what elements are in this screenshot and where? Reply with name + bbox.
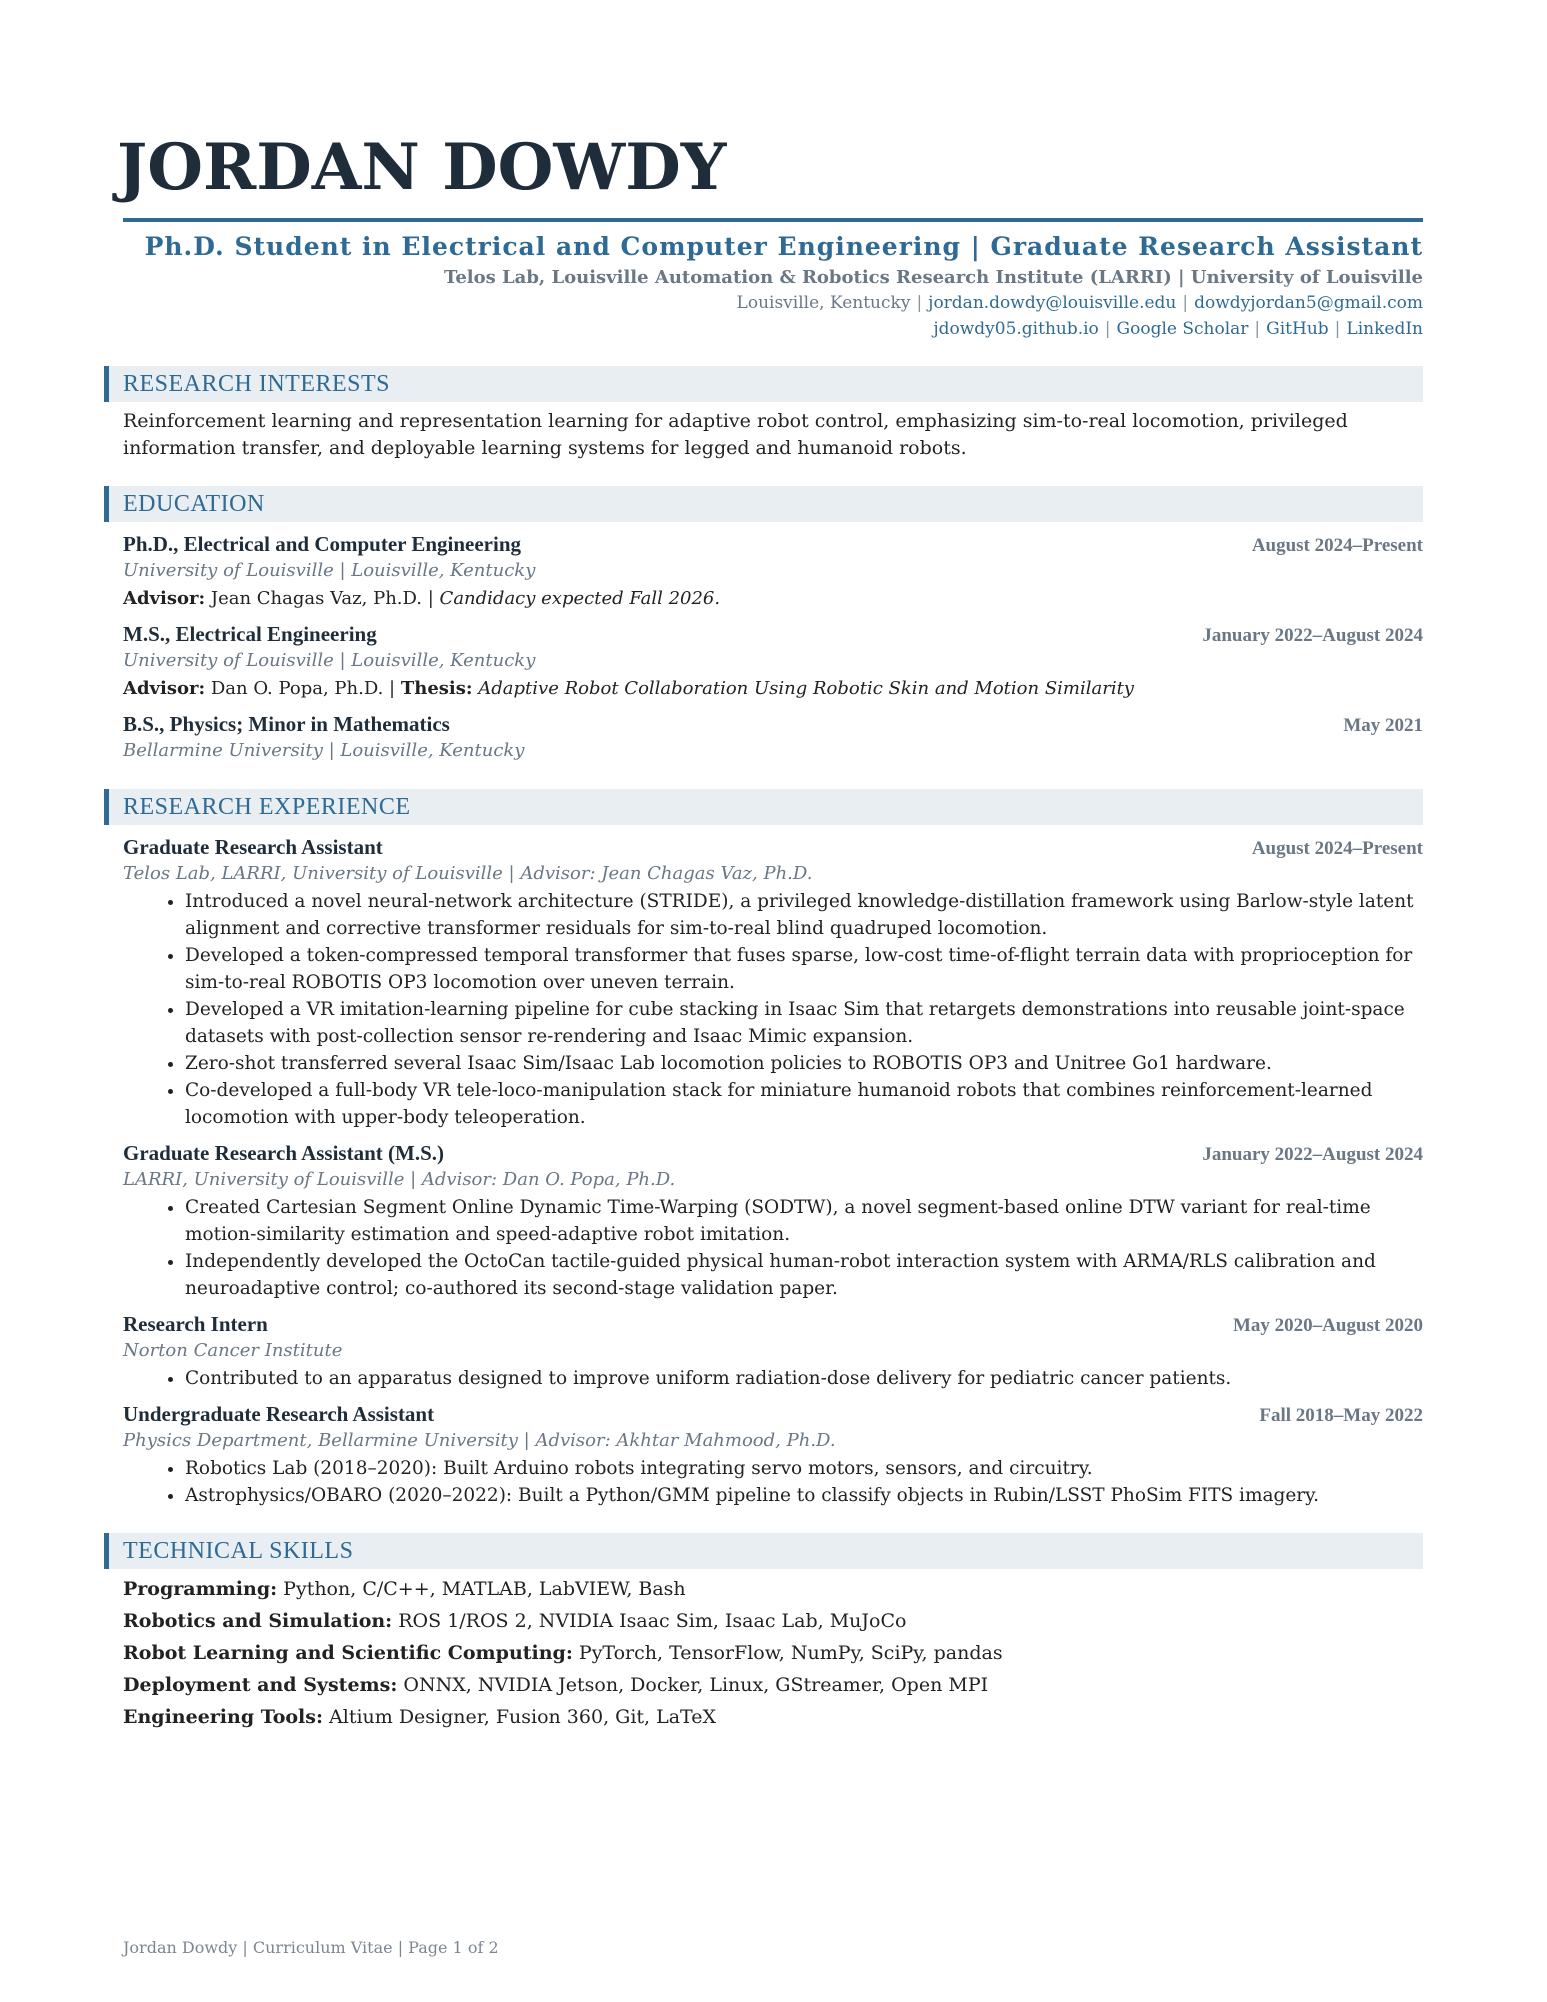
section-title: RESEARCH INTERESTS	[123, 371, 391, 397]
school-line: Bellarmine University | Louisville, Kentucky	[123, 740, 525, 761]
section-title: TECHNICAL SKILLS	[123, 1538, 354, 1564]
advisor-name: Dan O. Popa, Ph.D. |	[210, 678, 396, 699]
section-header	[123, 366, 1423, 402]
role-title: Research Intern	[123, 1312, 268, 1336]
bullet-item: • Created Cartesian Segment Online Dynamic Time-Warping (SODTW), a novel segment-based online DTW variant for real-time motion-similarity estimation and speed-adaptive robot imitation.	[185, 1194, 1423, 1248]
date-range: January 2022–August 2024	[1202, 1144, 1423, 1165]
header-affiliation: Telos Lab, Louisville Automation & Robotics Research Institute (LARRI) | University of Louisville	[443, 267, 1423, 288]
section-header	[123, 1533, 1423, 1569]
thesis-label: Thesis:	[400, 678, 473, 699]
section-title: RESEARCH EXPERIENCE	[123, 794, 411, 820]
advisor-name: Jean Chagas Vaz, Ph.D. |	[210, 588, 434, 609]
role-title: Graduate Research Assistant	[123, 835, 383, 859]
org-line: Telos Lab, LARRI, University of Louisville | Advisor: Jean Chagas Vaz, Ph.D.	[123, 863, 813, 884]
bullet-item: • Introduced a novel neural-network architecture (STRIDE), a privileged knowledge-distillation framework using Barlow-style latent alignment and corrective transformer residuals for sim-to-real blind quadruped locomotion.	[185, 888, 1423, 942]
date-range: August 2024–Present	[1251, 838, 1423, 859]
bullet-item: • Robotics Lab (2018–2020): Built Arduino robots integrating servo motors, sensors, and circuitry.	[185, 1455, 1423, 1482]
candidate-name: JORDAN DOWDY	[117, 130, 727, 205]
experience-entry	[123, 835, 1423, 1131]
degree-title: B.S., Physics; Minor in Mathematics	[123, 712, 450, 736]
separator: |	[1182, 293, 1189, 313]
section-technical-skills	[123, 1533, 1423, 1733]
section-research-experience	[123, 789, 1423, 1509]
header-rule	[123, 218, 1423, 222]
degree-title: M.S., Electrical Engineering	[123, 622, 377, 646]
skills-list	[123, 1573, 1423, 1733]
date-range: January 2022–August 2024	[1202, 625, 1423, 646]
skill-row	[123, 1701, 1423, 1733]
skill-value: ROS 1/ROS 2, NVIDIA Isaac Sim, Isaac Lab, MuJoCo	[398, 1610, 907, 1632]
education-entry	[123, 532, 1423, 612]
skill-row	[123, 1669, 1423, 1701]
github-link[interactable]: GitHub	[1266, 319, 1329, 339]
experience-entry	[123, 1141, 1423, 1302]
bullet-item: • Co-developed a full-body VR tele-loco-manipulation stack for miniature humanoid robots that combines reinforcement-learned locomotion with upper-body teleoperation.	[185, 1077, 1423, 1131]
links-line	[123, 316, 1423, 342]
advisor-line	[123, 675, 1423, 702]
bullet-list	[123, 1365, 1423, 1392]
website-link[interactable]: jdowdy05.github.io	[933, 319, 1099, 339]
contact-line	[123, 290, 1423, 316]
skill-value: ONNX, NVIDIA Jetson, Docker, Linux, GStreamer, Open MPI	[403, 1674, 989, 1696]
skill-value: Altium Designer, Fusion 360, Git, LaTeX	[329, 1706, 717, 1728]
education-entry	[123, 712, 1423, 765]
org-line: Norton Cancer Institute	[123, 1340, 343, 1361]
role-title: Undergraduate Research Assistant	[123, 1402, 435, 1426]
school-line: University of Louisville | Louisville, Kentucky	[123, 560, 536, 581]
education-entry	[123, 622, 1423, 702]
skill-row	[123, 1573, 1423, 1605]
separator: |	[916, 293, 923, 313]
skill-row	[123, 1637, 1423, 1669]
advisor-label: Advisor:	[123, 588, 206, 609]
school-line: University of Louisville | Louisville, Kentucky	[123, 650, 536, 671]
org-line: Physics Department, Bellarmine University | Advisor: Akhtar Mahmood, Ph.D.	[123, 1430, 836, 1451]
skill-value: PyTorch, TensorFlow, NumPy, SciPy, pandas	[578, 1642, 1003, 1664]
skill-label: Robotics and Simulation:	[123, 1610, 393, 1632]
experience-entry	[123, 1402, 1423, 1509]
advisor-line	[123, 585, 1423, 612]
skill-row	[123, 1605, 1423, 1637]
bullet-list	[123, 1455, 1423, 1509]
email-link-secondary[interactable]: dowdyjordan5@gmail.com	[1194, 293, 1423, 313]
date-range: May 2020–August 2020	[1232, 1315, 1423, 1336]
date-range: August 2024–Present	[1251, 535, 1423, 556]
header-info	[123, 232, 1423, 342]
header-subtitle: Ph.D. Student in Electrical and Computer Engineering | Graduate Research Assistant	[144, 232, 1423, 261]
cv-page	[117, 120, 1423, 1733]
section-header	[123, 789, 1423, 825]
experience-entry	[123, 1312, 1423, 1392]
skill-label: Programming:	[123, 1578, 278, 1600]
page-footer: Jordan Dowdy | Curriculum Vitae | Page 1 of 2	[123, 1938, 499, 1957]
date-range: May 2021	[1343, 715, 1423, 736]
separator: |	[1254, 319, 1261, 339]
location-text: Louisville, Kentucky	[736, 293, 911, 313]
skill-label: Engineering Tools:	[123, 1706, 323, 1728]
section-education	[123, 486, 1423, 765]
thesis-title: Adaptive Robot Collaboration Using Robotic Skin and Motion Similarity	[478, 678, 1134, 699]
section-title: EDUCATION	[123, 491, 265, 517]
degree-title: Ph.D., Electrical and Computer Engineering	[123, 532, 522, 556]
role-title: Graduate Research Assistant (M.S.)	[123, 1141, 445, 1165]
bullet-item: • Zero-shot transferred several Isaac Sim/Isaac Lab locomotion policies to ROBOTIS OP3 and Unitree Go1 hardware.	[185, 1050, 1423, 1077]
bullet-item: • Developed a VR imitation-learning pipeline for cube stacking in Isaac Sim that retargets demonstrations into reusable joint-space datasets with post-collection sensor re-rendering and Isaac Mimic expansion.	[185, 996, 1423, 1050]
advisor-label: Advisor:	[123, 678, 206, 699]
research-interests-text: Reinforcement learning and representation learning for adaptive robot control, emphasizing sim-to-real locomotion, privileged information transfer, and deployable learning systems for legged and humanoid robots.	[123, 410, 1348, 459]
email-link-primary[interactable]: jordan.dowdy@louisville.edu	[928, 293, 1177, 313]
org-line: LARRI, University of Louisville | Advisor: Dan O. Popa, Ph.D.	[123, 1169, 676, 1190]
bullet-item: • Contributed to an apparatus designed to improve uniform radiation-dose delivery for pediatric cancer patients.	[185, 1365, 1423, 1392]
google-scholar-link[interactable]: Google Scholar	[1116, 319, 1249, 339]
bullet-list	[123, 1194, 1423, 1302]
section-header	[123, 486, 1423, 522]
linkedin-link[interactable]: LinkedIn	[1346, 319, 1423, 339]
bullet-item: • Developed a token-compressed temporal transformer that fuses sparse, low-cost time-of-flight terrain data with proprioception for sim-to-real ROBOTIS OP3 locomotion over uneven terrain.	[185, 942, 1423, 996]
skill-label: Deployment and Systems:	[123, 1674, 398, 1696]
bullet-list	[123, 888, 1423, 1131]
candidacy-note: Candidacy expected Fall 2026.	[439, 588, 721, 609]
skill-value: Python, C/C++, MATLAB, LabVIEW, Bash	[283, 1578, 686, 1600]
date-range: Fall 2018–May 2022	[1259, 1405, 1423, 1426]
section-research-interests	[123, 366, 1423, 462]
skill-label: Robot Learning and Scientific Computing:	[123, 1642, 573, 1664]
separator: |	[1334, 319, 1341, 339]
separator: |	[1104, 319, 1111, 339]
bullet-item: • Independently developed the OctoCan tactile-guided physical human-robot interaction system with ARMA/RLS calibration and neuroadaptive control; co-authored its second-stage validation paper.	[185, 1248, 1423, 1302]
bullet-item: • Astrophysics/OBARO (2020–2022): Built a Python/GMM pipeline to classify objects in Rubin/LSST PhoSim FITS imagery.	[185, 1482, 1423, 1509]
